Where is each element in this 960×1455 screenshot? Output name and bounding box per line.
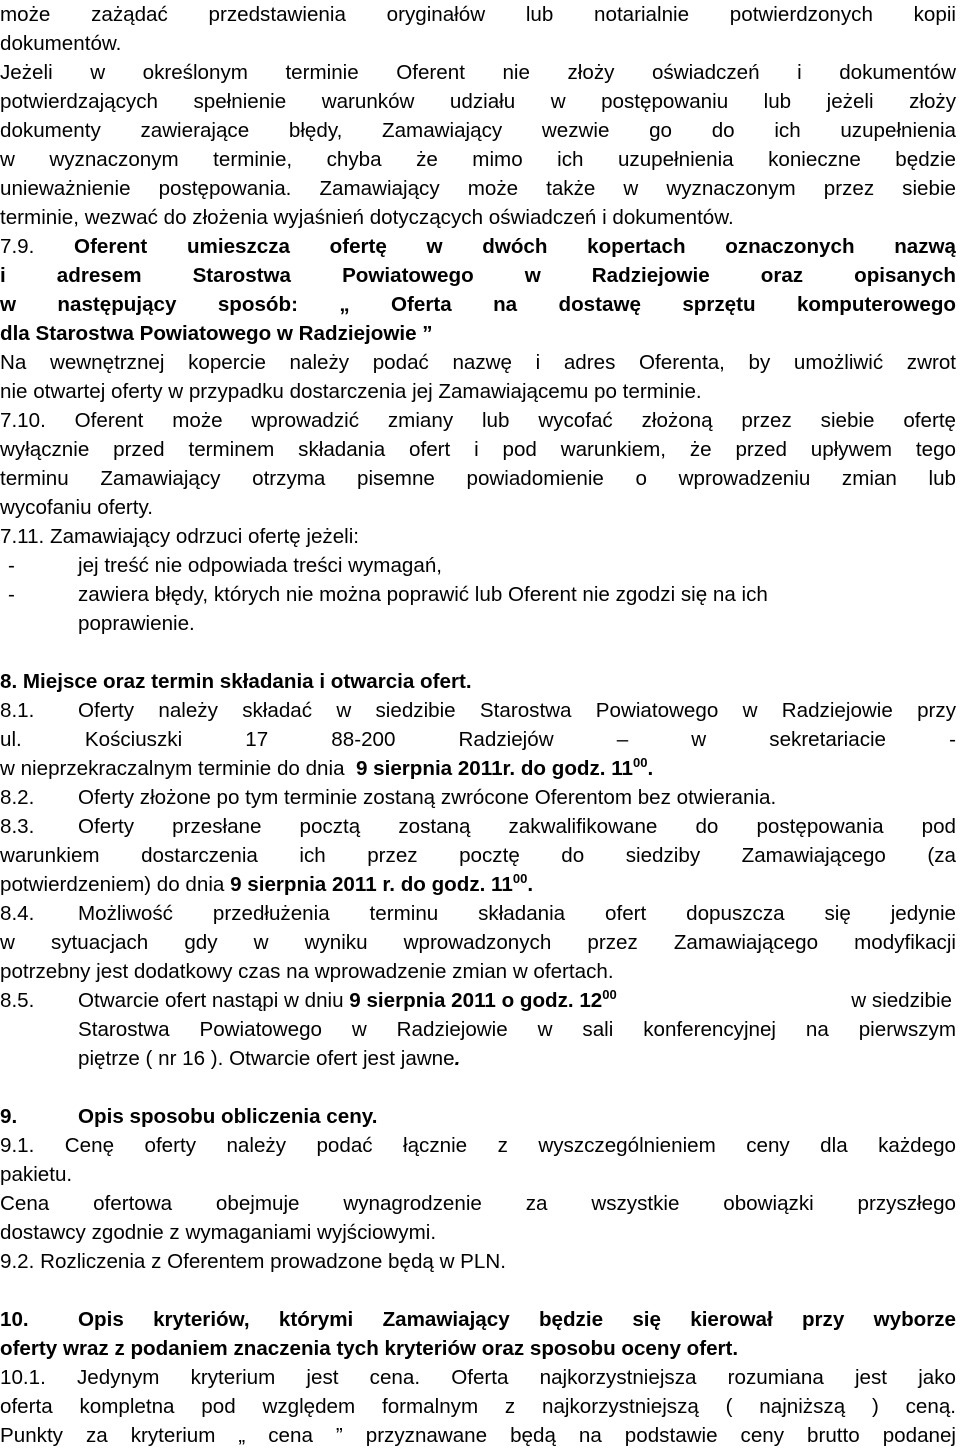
- section-number: 8.3.: [0, 815, 35, 838]
- text-line: unieważnienie postępowania. Zamawiający może także w wyznaczonym przez siebie: [0, 177, 956, 200]
- text-line: dostawcy zgodnie z wymaganiami wyjściowymi.: [0, 1221, 437, 1244]
- section-number: 10.: [0, 1308, 29, 1331]
- deadline-line: [0, 870, 956, 899]
- opening-date: 9 sierpnia 2011 o godz. 12: [349, 989, 603, 1012]
- text-line: 10.1. Jedynym kryterium jest cena. Oferta najkorzystniejsza rozumiana jest jako: [0, 1366, 956, 1389]
- text-line: poprawienie.: [78, 612, 195, 635]
- text-line: [78, 1044, 956, 1073]
- text-span: potwierdzeniem) do dnia: [0, 873, 225, 896]
- list-item-text: jej treść nie odpowiada treści wymagań,: [78, 554, 443, 577]
- text-line: potrzebny jest dodatkowy czas na wprowadzenie zmian w ofertach.: [0, 960, 614, 983]
- section-number: 8.2.: [0, 786, 35, 809]
- text-line: 9.1. Cenę oferty należy podać łącznie z wyszczególnieniem ceny dla każdego: [0, 1134, 956, 1157]
- text-line: 7.11. Zamawiający odrzuci ofertę jeżeli:: [0, 525, 360, 548]
- text-line: terminu Zamawiający otrzyma pisemne powiadomienie o wprowadzeniu zmian lub: [0, 467, 956, 490]
- superscript: 00: [632, 755, 648, 771]
- section-number: 8.5.: [0, 989, 35, 1012]
- text-span: w siedzibie: [851, 989, 952, 1012]
- text-line: pakietu.: [0, 1163, 73, 1186]
- text-line: w wyznaczonym terminie, chyba że mimo ich uzupełnienia konieczne będzie: [0, 148, 956, 171]
- text-line: warunkiem dostarczenia ich przez pocztę do siedziby Zamawiającego (za: [0, 844, 956, 867]
- list-item: [0, 580, 956, 609]
- text-line: 7.10. Oferent może wprowadzić zmiany lub wycofać złożoną przez siebie ofertę: [0, 409, 956, 432]
- text-line: 9.2. Rozliczenia z Oferentem prowadzone będą w PLN.: [0, 1250, 506, 1273]
- text-line: ul. Kościuszki 17 88-200 Radziejów – w sekretariacie -: [0, 728, 956, 751]
- heading-continuation: oferty wraz z podaniem znaczenia tych kryteriów oraz sposobu oceny ofert.: [0, 1337, 739, 1360]
- text-line: Starostwa Powiatowego w Radziejowie w sali konferencyjnej na pierwszym: [78, 1018, 956, 1041]
- text-span: Oferty należy składać w siedzibie Starostwa Powiatowego w Radziejowie przy: [78, 699, 956, 722]
- text-line: wyłącznie przed terminem składania ofert i pod warunkiem, że przed upływem tego: [0, 438, 956, 461]
- text-span: .: [454, 1047, 461, 1070]
- text-span: Oferty złożone po tym terminie zostaną zwrócone Oferentom bez otwierania.: [78, 786, 777, 809]
- section-number: 7.9.: [0, 235, 35, 258]
- section-8-1-line: [0, 696, 956, 725]
- list-dash: -: [8, 554, 15, 577]
- superscript: 00: [602, 987, 617, 1003]
- text-line: Jeżeli w określonym terminie Oferent nie złoży oświadczeń i dokumentów: [0, 61, 956, 84]
- text-line: Na wewnętrznej kopercie należy podać nazwę i adres Oferenta, by umożliwić zwrot: [0, 351, 956, 374]
- deadline-line: [0, 754, 956, 783]
- text-span: Otwarcie ofert nastąpi w dniu: [78, 989, 344, 1012]
- text-span: w nieprzekraczalnym terminie do dnia: [0, 757, 345, 780]
- text-line: wycofaniu oferty.: [0, 496, 153, 519]
- section-7-9-line: [0, 232, 956, 261]
- bold-line: dla Starostwa Powiatowego w Radziejowie ”: [0, 322, 433, 345]
- list-dash: -: [8, 583, 15, 606]
- text-line: terminie, wezwać do złożenia wyjaśnień dotyczących oświadczeń i dokumentów.: [0, 206, 734, 229]
- text-span: Możliwość przedłużenia terminu składania ofert dopuszcza się jedynie: [78, 902, 956, 925]
- text-span: piętrze ( nr 16 ). Otwarcie ofert jest jawne: [78, 1047, 455, 1070]
- text-line: Cena ofertowa obejmuje wynagrodzenie za wszystkie obowiązki przyszłego: [0, 1192, 956, 1215]
- superscript: 00: [512, 871, 528, 887]
- section-8-5-line: [0, 986, 956, 1015]
- text-line: potwierdzających spełnienie warunków udziału w postępowaniu lub jeżeli złoży: [0, 90, 956, 113]
- section-number: 9.: [0, 1105, 18, 1128]
- list-item: [0, 551, 956, 580]
- section-number: 8.4.: [0, 902, 35, 925]
- text-line: w sytuacjach gdy w wyniku wprowadzonych przez Zamawiającego modyfikacji: [0, 931, 956, 954]
- deadline-date: 9 sierpnia 2011r. do godz. 11: [355, 757, 633, 780]
- list-item-text: zawiera błędy, których nie można poprawić lub Oferent nie zgodzi się na ich: [78, 583, 768, 606]
- text-line: nie otwartej oferty w przypadku dostarczenia jej Zamawiającemu po terminie.: [0, 380, 702, 403]
- text-line: Punkty za kryterium „ cena ” przyznawane będą na podstawie ceny brutto podanej: [0, 1424, 956, 1447]
- section-8-3-line: [0, 812, 956, 841]
- text-line: może zażądać przedstawienia oryginałów lub notarialnie potwierdzonych kopii: [0, 3, 956, 26]
- section-8-2-line: [0, 783, 956, 812]
- section-heading-9: [0, 1102, 956, 1131]
- section-number: 8.1.: [0, 699, 35, 722]
- section-heading-10: [0, 1305, 956, 1334]
- section-8-4-line: [0, 899, 956, 928]
- heading-text: Opis kryteriów, którymi Zamawiający będzie się kierował przy wyborze: [78, 1308, 956, 1331]
- text-span: .: [647, 757, 654, 780]
- deadline-date: 9 sierpnia 2011 r. do godz. 11: [230, 873, 513, 896]
- heading-text: Opis sposobu obliczenia ceny.: [78, 1105, 378, 1128]
- text-line: dokumenty zawierające błędy, Zamawiający wezwie go do ich uzupełnienia: [0, 119, 956, 142]
- text-span: Oferty przesłane pocztą zostaną zakwalifikowane do postępowania pod: [78, 815, 956, 838]
- text-line: dokumentów.: [0, 32, 122, 55]
- text-span: .: [527, 873, 534, 896]
- text-line: oferta kompletna pod względem formalnym z najkorzystniejszą ( najniższą ) ceną.: [0, 1395, 956, 1418]
- section-heading-8: 8. Miejsce oraz termin składania i otwarcia ofert.: [0, 670, 472, 693]
- bold-text: Oferent umieszcza ofertę w dwóch kopertach oznaczonych nazwą: [74, 235, 956, 258]
- bold-line: w następujący sposób: „ Oferta na dostawę sprzętu komputerowego: [0, 293, 956, 316]
- bold-line: i adresem Starostwa Powiatowego w Radziejowie oraz opisanych: [0, 264, 956, 287]
